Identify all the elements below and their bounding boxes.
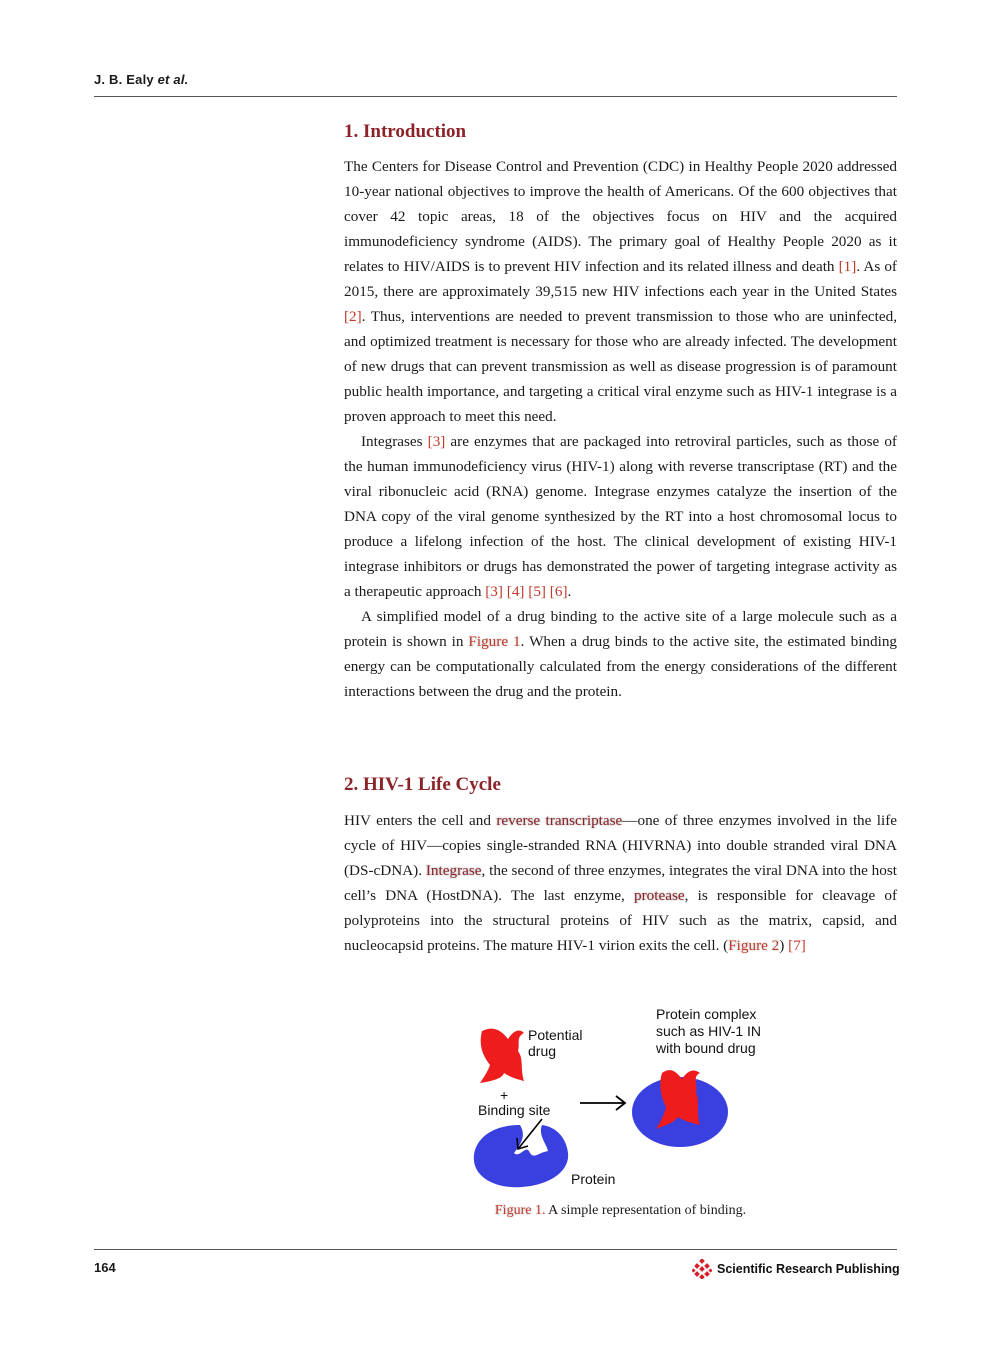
citation-link[interactable]: [4] — [506, 583, 525, 600]
figure-link[interactable]: Figure 1 — [468, 633, 521, 650]
text: —one of three enzymes involved in the life cycle of HIV—copies single-stranded RNA (HIVRNA) into double stranded viral DNA (DS-cDNA). — [344, 812, 897, 879]
text: , the second of three enzymes, integrates the viral DNA into the host cell’s DNA (HostDNA). The last enzyme, — [344, 862, 898, 904]
figure-caption — [344, 1203, 897, 1219]
drug-shape — [480, 1029, 524, 1083]
text: ) — [779, 937, 789, 954]
text: . Thus, interventions are needed to prevent transmission to those who are uninfected, and optimized treatment is necessary for those who are already infected. The development of new drugs that can prevent transmission as well as disease progression is of paramount public health importance, and targeting a critical viral enzyme such as HIV-1 integrase is a proven approach to meet this need. — [344, 308, 897, 425]
paragraph — [344, 604, 897, 704]
citation-link[interactable]: [5] — [528, 583, 546, 600]
label-complex-3: with bound drug — [656, 1040, 756, 1056]
paragraph — [344, 808, 897, 958]
citation-link[interactable]: [6] — [549, 583, 568, 600]
label-binding-site: Binding site — [478, 1102, 551, 1118]
label-complex-1: Protein complex — [656, 1006, 757, 1022]
text: The Centers for Disease Control and Prevention (CDC) in Healthy People 2020 addressed 10-year national objectives to improve the health of Americans. Of the 600 objectives that cover 42 topic areas, 18 of the objectives focus on HIV and the acquired immunodeficiency syndrome (AIDS). The primary goal of Healthy People 2020 as it relates to HIV/AIDS is to prevent HIV infection and its related illness and death — [344, 158, 897, 275]
label-protein: Protein — [571, 1171, 616, 1187]
text: . — [567, 583, 572, 600]
term-link[interactable]: reverse transcriptase — [496, 812, 623, 829]
text: , is responsible for cleavage of polyproteins into the structural proteins of HIV such as the matrix, capsid, and nucleocapsid proteins. The mature HIV-1 virion exits the cell. ( — [344, 887, 898, 954]
text: Integrases — [361, 433, 428, 450]
caption-text: A simple representation of binding. — [545, 1203, 747, 1218]
section-heading: 1. Introduction — [344, 121, 467, 142]
citation-link[interactable]: [3] — [485, 583, 503, 600]
caption-label: Figure 1. — [494, 1203, 546, 1218]
plus-sign: + — [500, 1087, 509, 1103]
term-link[interactable]: Integrase — [425, 862, 482, 879]
figure-link[interactable]: Figure 2 — [728, 937, 780, 954]
text: HIV enters the cell and — [344, 812, 497, 829]
text: are enzymes that are packaged into retroviral particles, such as those of the human immunodeficiency virus (HIV-1) along with reverse transcriptase (RT) and the viral ribonucleic acid (RNA) genome. Integrase enzymes catalyze the insertion of the DNA copy of the viral genome synthesized by the RT into a host chromosomal locus to produce a lifelong infection of the host. The clinical development of existing HIV-1 integrase inhibitors or drugs has demonstrated the power of targeting integrase activity as a therapeutic approach — [344, 433, 897, 600]
figure-1-diagram — [470, 1003, 775, 1193]
publisher-icon — [692, 1259, 712, 1279]
citation-link[interactable]: [1] — [838, 258, 857, 275]
label-complex-2: such as HIV-1 IN — [656, 1023, 762, 1039]
lifecycle-body — [344, 808, 897, 958]
publisher-logo — [692, 1259, 900, 1279]
text: . As of 2015, there are approximately 39,515 new HIV infections each year in the United States — [344, 258, 897, 300]
footer-rule — [94, 1249, 897, 1250]
citation-link[interactable]: [2] — [344, 308, 362, 325]
citation-link[interactable]: [3] — [427, 433, 446, 450]
authors: J. B. Ealy — [94, 72, 154, 87]
protein-shape — [474, 1125, 568, 1187]
label-potential: Potential — [528, 1027, 583, 1043]
term-link[interactable]: protease — [634, 887, 685, 904]
running-head — [94, 72, 188, 87]
label-drug: drug — [528, 1043, 557, 1059]
text: A simplified model of a drug binding to the active site of a large molecule such as a protein is shown in — [344, 608, 897, 650]
header-rule — [94, 96, 897, 97]
section-introduction — [344, 121, 897, 143]
citation-link[interactable]: [7] — [788, 937, 806, 954]
intro-body — [344, 154, 897, 704]
et-al: et al. — [157, 72, 189, 87]
text: . When a drug binds to the active site, the estimated binding energy can be computationally calculated from the energy considerations of the different interactions between the drug and the protein. — [344, 633, 898, 700]
paragraph — [344, 154, 897, 429]
page-number: 164 — [94, 1260, 116, 1275]
publisher-name: Scientific Research Publishing — [717, 1262, 900, 1276]
paragraph — [344, 429, 897, 604]
section-heading: 2. HIV-1 Life Cycle — [344, 774, 501, 795]
section-lifecycle — [344, 774, 897, 796]
